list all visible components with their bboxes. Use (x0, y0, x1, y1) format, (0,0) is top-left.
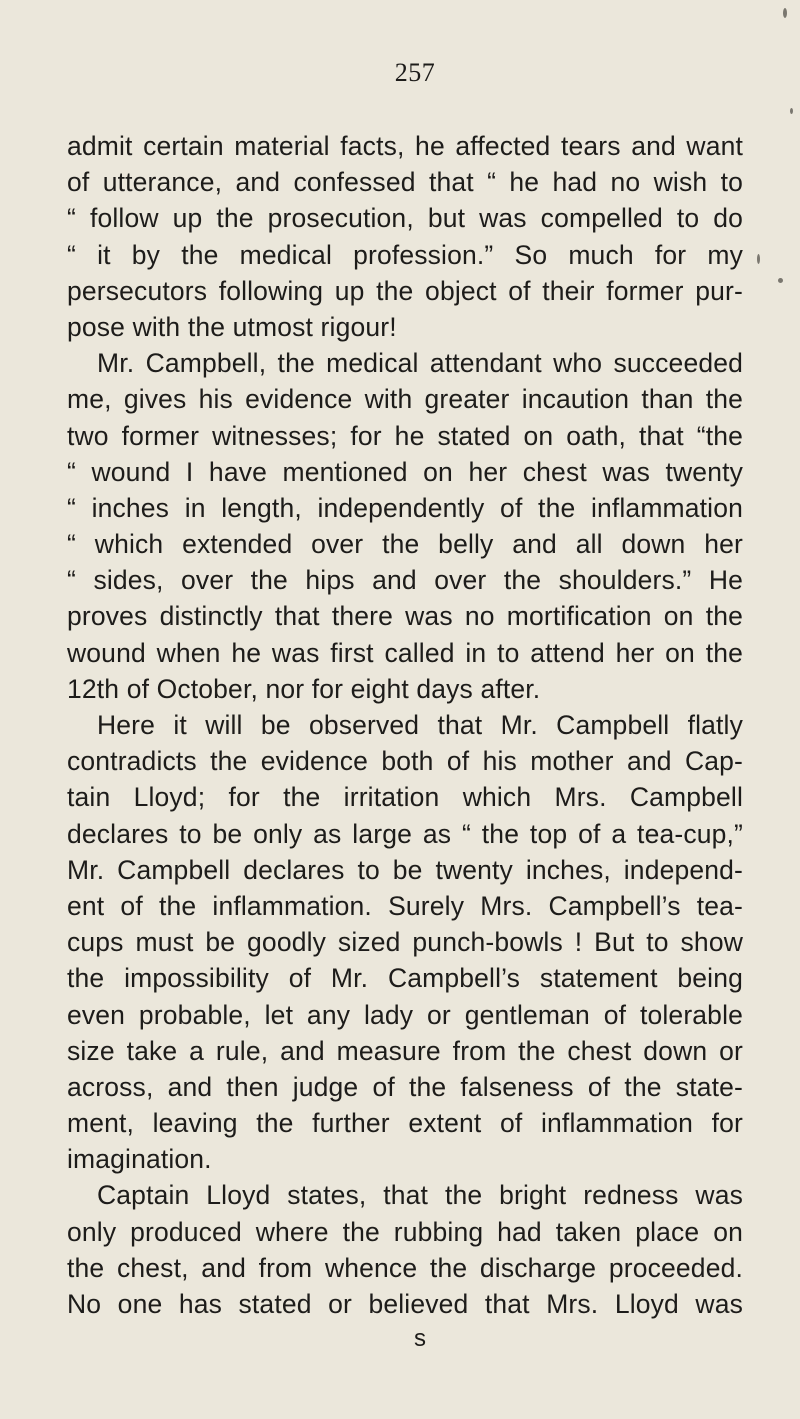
text-line: size take a rule, and measure from the chest down or (67, 1035, 743, 1066)
page-number: 257 (394, 58, 436, 87)
text-line: Captain Lloyd states, that the bright redness was (97, 1180, 743, 1211)
text-line: Mr. Campbell, the medical attendant who succeeded (97, 348, 743, 379)
text-line: admit certain material facts, he affected tears and want (67, 131, 743, 161)
text-line: “ wound I have mentioned on her chest was twenty (67, 456, 743, 487)
body-text (67, 128, 743, 1322)
text-line: tain Lloyd; for the irritation which Mrs. Campbell (67, 782, 743, 813)
text-line: the chest, and from whence the discharge proceeded. (67, 1252, 743, 1283)
text-line: “ sides, over the hips and over the shoulders.” He (67, 565, 743, 596)
paper-speck (757, 254, 760, 264)
paper-speck (778, 278, 783, 283)
text-line: the impossibility of Mr. Campbell’s statement being (67, 963, 743, 994)
text-line: proves distinctly that there was no mortification on the (67, 601, 743, 632)
text-line: of utterance, and confessed that “ he had no wish to (67, 167, 743, 198)
text-line: “ which extended over the belly and all down her (67, 529, 743, 560)
text-line: cups must be goodly sized punch-bowls ! But to show (67, 927, 743, 958)
text-line: ment, leaving the further extent of inflammation for (67, 1108, 743, 1139)
text-line: persecutors following up the object of their former pur- (67, 275, 743, 306)
text-line: even probable, let any lady or gentleman of tolerable (67, 999, 743, 1030)
paper-speck (783, 8, 787, 18)
text-line: 12th of October, nor for eight days after. (67, 673, 541, 704)
text-line: only produced where the rubbing had taken place on (67, 1216, 743, 1247)
text-line: me, gives his evidence with greater incaution than the (67, 384, 743, 415)
printer-signature-mark: s (414, 1325, 426, 1352)
text-line: imagination. (67, 1144, 212, 1175)
text-line: wound when he was first called in to attend her on the (67, 637, 743, 668)
text-line: “ it by the medical profession.” So much for my (67, 239, 743, 270)
text-line: “ inches in length, independently of the inflammation (67, 492, 743, 523)
text-line: “ follow up the prosecution, but was compelled to do (67, 203, 743, 234)
text-line: No one has stated or believed that Mrs. Lloyd was (67, 1289, 743, 1319)
text-line: contradicts the evidence both of his mother and Cap- (67, 746, 743, 777)
text-line: ent of the inflammation. Surely Mrs. Campbell’s tea- (67, 890, 743, 921)
text-line: pose with the utmost rigour! (67, 311, 397, 342)
text-line: Mr. Campbell declares to be twenty inches, independ- (67, 854, 743, 885)
paper-speck (790, 108, 793, 114)
text-line: across, and then judge of the falseness of the state- (67, 1071, 743, 1102)
text-line: declares to be only as large as “ the top of a tea-cup,” (67, 818, 743, 849)
text-line: two former witnesses; for he stated on oath, that “the (67, 420, 743, 451)
text-line: Here it will be observed that Mr. Campbell flatly (97, 710, 743, 740)
